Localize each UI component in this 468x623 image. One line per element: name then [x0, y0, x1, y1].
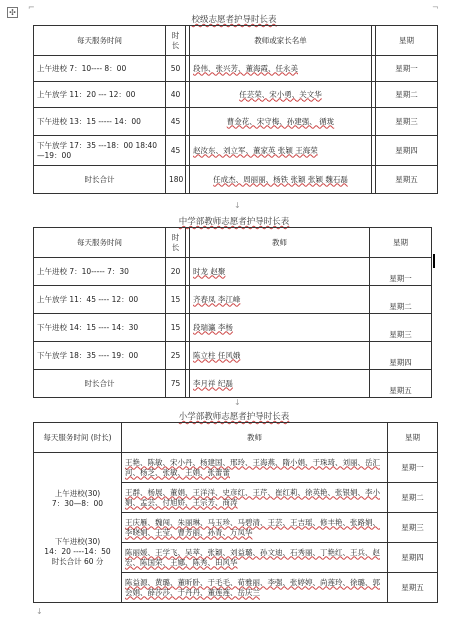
table-row: 上午进校 7：10---- 8：00 50 段伟、张兴芳、董海霞、任永美 星期一 [34, 56, 438, 82]
table-row: 下午进校 14：15 ---- 14：30 15 段瑞瀛 李杨 星期三 [34, 314, 432, 342]
table-row: 陈益源、黄璐、董昕卧、于毛毛、荀雅丽、李强、张婷婷、尚莲玲、徐璐、郭会娟、薛莎莎、于丹丹、董莲莲、岳庆兰 星期五 [34, 573, 438, 603]
table-row: 上午放学 11：20 --- 12：00 40 任芸荣、宋小勇、关文华 星期二 [34, 82, 438, 108]
margin-corner-mark: ¬ [432, 3, 439, 12]
table1 [33, 25, 438, 194]
table-move-handle-icon[interactable]: ✣ [7, 7, 18, 18]
table3-title: 小学部教师志愿者护导时长表 [178, 412, 290, 422]
table2-header-day: 星期 [370, 228, 432, 258]
table1-header-hours: 时长 [166, 26, 186, 56]
table3 [33, 422, 438, 603]
table-row: 下午放学 17：35 ---18：00 18:40—19：00 45 赵汝东、刘立军、董家英 张颖 王海荣 星期四 [34, 136, 438, 166]
table2-header-hours: 时长 [166, 228, 186, 258]
table-row: 上午进校(30) 7：30—8：00 下午进校(30) 14：20 ----14：50 时长合计 60 分 王艳、陈敏、宋小丹、杨建国、邢玲、王海燕、隋小娟、于珠琦、刘丽、岳汇河、杨芝、张敏、王娟、张蕾蕾 星期一 [34, 453, 438, 483]
table1-header-time: 每天服务时间 [34, 26, 166, 56]
margin-corner-mark: ⌐ [28, 3, 35, 12]
table2-header-time: 每天服务时间 [34, 228, 166, 258]
table1-header-day: 星期 [376, 26, 438, 56]
table-row: 上午放学 11：45 ---- 12：00 15 齐春凤 李江峰 星期二 [34, 286, 432, 314]
table-row: 下午放学 18：35 ---- 19：00 25 陈立柱 任风娥 星期四 [34, 342, 432, 370]
table-row: 时长合计 75 李月祥 纪磊 星期五 [34, 370, 432, 398]
document-page: ⌐ ¬ ✣ 校级志愿者护导时长表 每天服务时间 时长 教师或家长名单 星期 上午进校 7：10---- 8：00 50 段伟、张兴芳、董海霞、任永美 星期一 上午放学 11：20 --- 12：00 40 任芸荣、宋小勇、关文华 星期二 下午进校 13：15 ----- 14：00 45 曹金花、宋守梅、孙建强、 循珑 星期三 下午放学 17：35 ---18：00 18:40—19：00 45 赵汝东、刘立军、董家英 张颖 王海荣 星期四 时长合计 180 任成杰、周丽丽、杨铁 张颖 张颖 魏石磊 星期五 ↓ 中学部教师志愿者护导时长表 每天服务时间 时长 教师 星期 上午进校 7：10----- 7：30 20 时龙 赵聚 星期一 上午放学 11：45 ---- 12：00 15 齐春凤 李江峰 星期二 下午进校 14：15 ---- 14：30 15 段瑞瀛 李杨 星期三 下午放学 18：35 ---- 19：00 25 陈立柱 任风娥 星期四 时长合计 75 李月祥 纪磊 星期五 ↓ 小学部教师志愿者护导时长表 每天服务时间 (时长) 教师 星期 上午进校(30) 7：30—8：00 下午进校(30) 14：20 ----14：50 时长合计 60 分 王艳、陈敏、宋小丹、杨建国、邢玲、王海燕、隋小娟、于珠琦、刘丽、岳汇河、杨芝、张敏、王娟、张蕾蕾 星期一 王群、杨展、董娟、王洋洋、史彦红、王芹、崔红莉、徐英艳、张银娟、李小娟、孟芸、付旭娇、王宗芳、商涛 星期二 王庆雁、魏闯、朱丽琳、马玉珍、马碧清、王芸、王吉瑶、修丰艳、张路娟、李晓娟、王莹、曹芳丽、孙青、万凤华 星期三 陈丽媛、王学飞、吴萃、张颖、刘益璐、孙文迪、石秀丽、丁艳红、王兵、赵宏、陈国荣、王娜、陈秀、田风华 星期四 陈益源、黄璐、董昕卧、于毛毛、荀雅丽、李强、张婷婷、尚莲玲、徐璐、郭会娟、薛莎莎、于丹丹、董莲莲、岳庆兰 星期五 ↓ [0, 0, 468, 623]
table3-header-names: 教师 [122, 423, 388, 453]
table-row: 下午进校 13：15 ----- 14：00 45 曹金花、宋守梅、孙建强、 循珑 星期三 [34, 108, 438, 136]
table3-header-time: 每天服务时间 (时长) [34, 423, 122, 453]
table-row: 时长合计 180 任成杰、周丽丽、杨铁 张颖 张颖 魏石磊 星期五 [34, 166, 438, 194]
text-cursor [433, 254, 435, 268]
table1-header-names: 教师或家长名单 [190, 26, 372, 56]
table3-time-cell: 上午进校(30) 7：30—8：00 下午进校(30) 14：20 ----14：50 时长合计 60 分 [34, 453, 122, 603]
table-row: 上午进校 7：10----- 7：30 20 时龙 赵聚 星期一 [34, 258, 432, 286]
table2-title: 中学部教师志愿者护导时长表 [178, 217, 290, 227]
table-row: 陈丽媛、王学飞、吴萃、张颖、刘益璐、孙文迪、石秀丽、丁艳红、王兵、赵宏、陈国荣、王娜、陈秀、田风华 星期四 [34, 543, 438, 573]
table1-title: 校级志愿者护导时长表 [191, 15, 277, 25]
table3-header-day: 星期 [388, 423, 438, 453]
table2-header-names: 教师 [190, 228, 370, 258]
table2 [33, 227, 432, 398]
table-row: 王庆雁、魏闯、朱丽琳、马玉珍、马碧清、王芸、王吉瑶、修丰艳、张路娟、李晓娟、王莹、曹芳丽、孙青、万凤华 星期三 [34, 513, 438, 543]
table-row: 王群、杨展、董娟、王洋洋、史彦红、王芹、崔红莉、徐英艳、张银娟、李小娟、孟芸、付旭娇、王宗芳、商涛 星期二 [34, 483, 438, 513]
